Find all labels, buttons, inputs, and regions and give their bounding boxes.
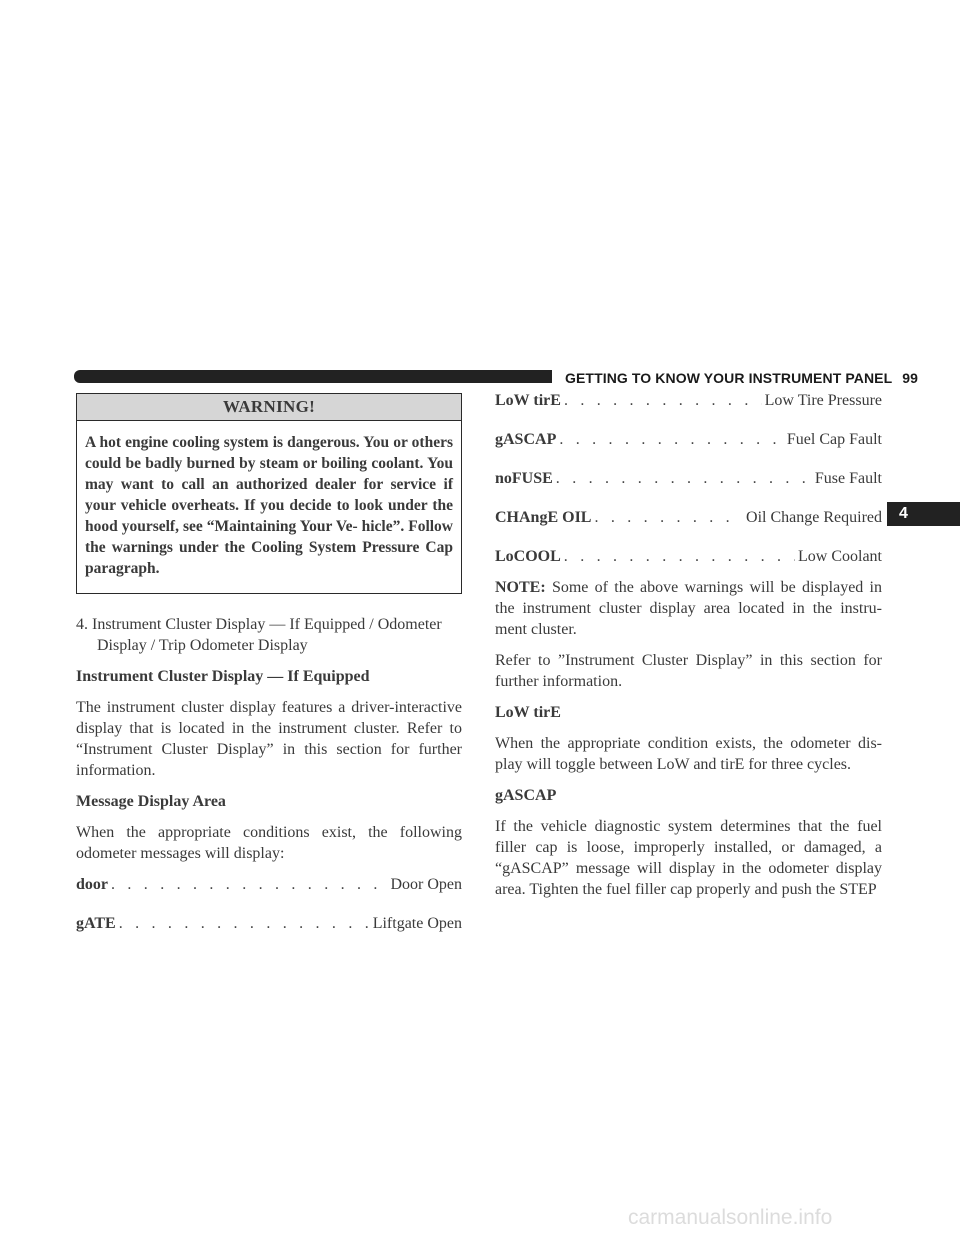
running-header: [565, 370, 919, 388]
warning-title: WARNING!: [77, 394, 461, 421]
message-code: LoCOOL: [495, 548, 561, 565]
message-meaning: Low Tire Pressure: [764, 392, 882, 409]
message-row: [495, 507, 882, 528]
message-code: gATE: [76, 915, 116, 932]
message-row: [76, 913, 462, 934]
leader-dots: [559, 429, 784, 450]
leader-dots: [564, 390, 762, 411]
message-row: [495, 468, 882, 489]
message-row: [76, 874, 462, 895]
list-item-4: 4. Instrument Cluster Display — If Equipped / Odometer Display / Trip Odometer Display: [76, 616, 442, 654]
warning-body: A hot engine cooling system is dangerous. You or others could be badly burned by steam or boiling coolant. You may want to call an authorized dealer for service if your vehicle overheats. If you decide to look under the hood yourself, see “Maintaining Your Ve- hicle”. Follow the warnings under the Cooling System Pressure Cap paragraph.: [85, 434, 453, 577]
message-meaning: Fuel Cap Fault: [786, 431, 882, 448]
heading-gascap: gASCAP: [495, 787, 557, 804]
paragraph-low-tire: When the appropriate condition exists, the odometer dis- play will toggle between LoW and tirE for three cycles.: [495, 735, 882, 773]
message-meaning: Oil Change Required: [746, 509, 882, 526]
header-rule: [74, 370, 552, 383]
note-label: NOTE:: [495, 579, 546, 596]
message-meaning: Fuse Fault: [814, 470, 882, 487]
message-code: noFUSE: [495, 470, 553, 487]
left-column: [76, 393, 462, 952]
message-code: gASCAP: [495, 431, 557, 448]
leader-dots: [119, 913, 370, 934]
leader-dots: [594, 507, 743, 528]
heading-message-display-area: Message Display Area: [76, 793, 226, 810]
message-code: CHAngE OIL: [495, 509, 592, 526]
leader-dots: [564, 546, 795, 567]
paragraph-gascap: If the vehicle diagnostic system determines that the fuel filler cap is loose, improperly installed, or damaged, a “gASCAP” message will display in the odometer display area. Tighten the fuel filler cap properly and push the STEP: [495, 818, 882, 898]
message-row: [495, 546, 882, 567]
page-number: 99: [902, 370, 919, 386]
message-row: [495, 429, 882, 450]
message-code: LoW tirE: [495, 392, 561, 409]
chapter-tab: 4: [887, 502, 960, 526]
message-meaning: Liftgate Open: [372, 915, 462, 932]
message-meaning: Door Open: [390, 876, 462, 893]
note-paragraph: [495, 577, 882, 640]
section-title: GETTING TO KNOW YOUR INSTRUMENT PANEL: [565, 370, 893, 386]
message-meaning: Low Coolant: [798, 548, 882, 565]
paragraph-refer: Refer to ”Instrument Cluster Display” in this section for further information.: [495, 652, 882, 690]
leader-dots: [556, 468, 812, 489]
right-column: [495, 390, 882, 910]
warning-box: [76, 393, 462, 594]
paragraph-messages-intro: When the appropriate conditions exist, the following odometer messages will display:: [76, 824, 462, 862]
paragraph-cluster-display: The instrument cluster display features a driver-interactive display that is located in the instrument cluster. Refer to “Instrument Cluster Display” in this section for further information.: [76, 699, 462, 779]
message-row: [495, 390, 882, 411]
message-code: door: [76, 876, 108, 893]
heading-instrument-cluster-display: Instrument Cluster Display — If Equipped: [76, 668, 370, 685]
leader-dots: [111, 874, 387, 895]
note-text: Some of the above warnings will be displayed in the instrument cluster display area located in the instru- ment cluster.: [495, 579, 882, 638]
heading-low-tire: LoW tirE: [495, 704, 561, 721]
watermark: carmanualsonline.info: [628, 1206, 833, 1229]
